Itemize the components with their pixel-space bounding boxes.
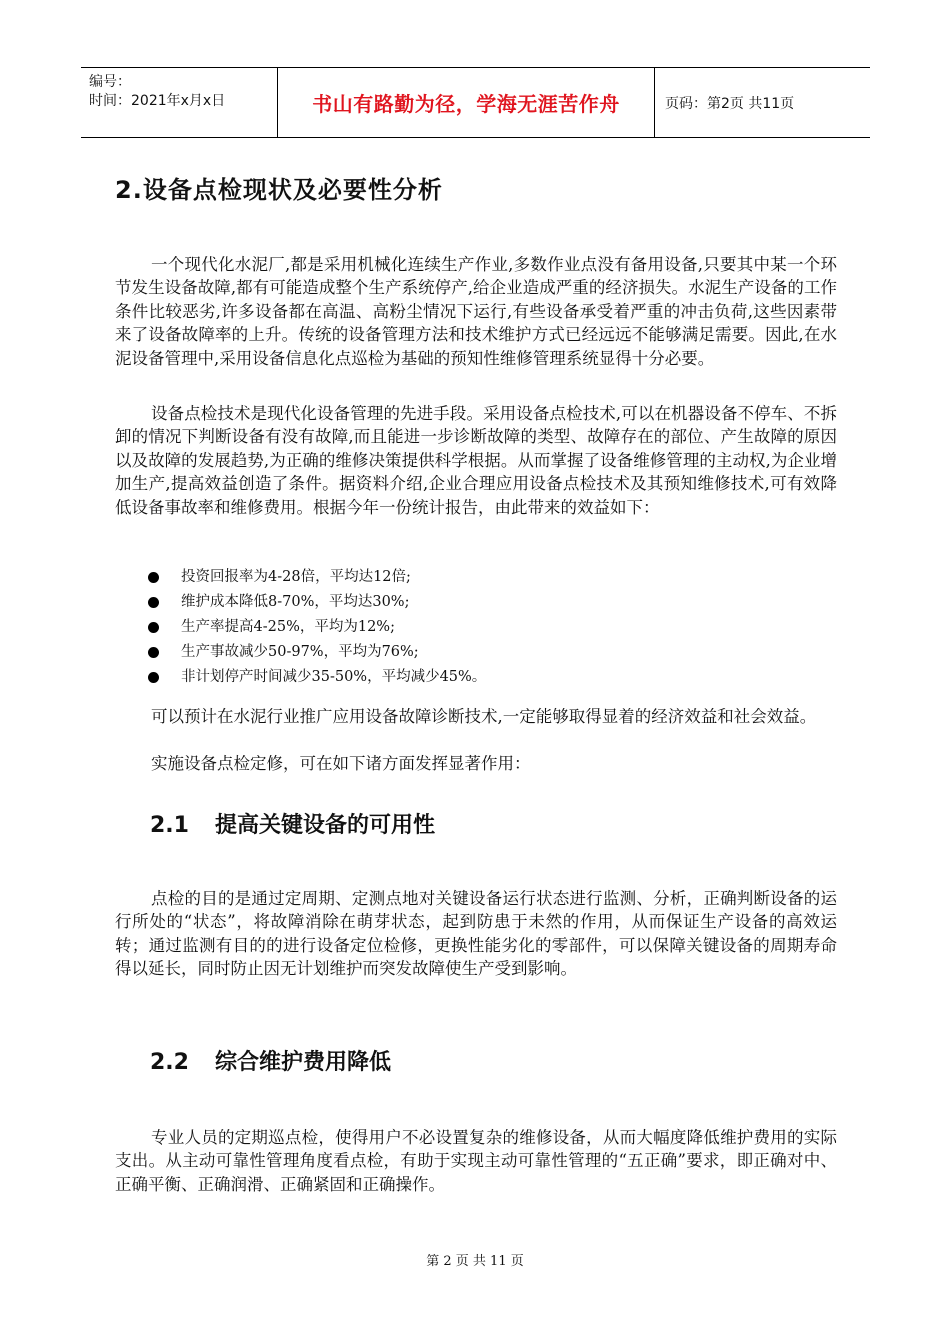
list-item: 维护成本降低8-70%，平均达30%; <box>148 590 486 615</box>
paragraph-2-1: 点检的目的是通过定周期、定测点地对关键设备运行状态进行监测、分析，正确判断设备的运行所处的“状态”，将故障消除在萌芽状态，起到防患于未然的作用，从而保证生产设备的高效运转；通过监测有目的的进行设备定位检修，更换性能劣化的零部件，可以保障关键设备的周期寿命得以延长，同时防止因无计划维护而突发故障使生产受到影响。 <box>115 889 837 979</box>
bullet-icon <box>148 672 159 683</box>
bullet-icon <box>148 572 159 583</box>
section-title: 2.设备点检现状及必要性分析 <box>115 176 443 204</box>
header-motto: 书山有路勤为径，学海无涯苦作舟 <box>278 68 655 137</box>
list-item: 投资回报率为4-28倍，平均达12倍; <box>148 565 486 590</box>
paragraph-1: 一个现代化水泥厂,都是采用机械化连续生产作业,多数作业点没有备用设备,只要其中某一个环节发生设备故障,都有可能造成整个生产系统停产,给企业造成严重的经济损失。水泥生产设备的工作条件比较恶劣,许多设备都在高温、高粉尘情况下运行,有些设备承受着严重的冲击负荷,这些因素带来了设备故障率的上升。传统的设备管理方法和技术维护方式已经远远不能够满足需要。因此,在水泥设备管理中,采用设备信息化点巡检为基础的预知性维修管理系统显得十分必要。 <box>115 255 837 368</box>
paragraph-4: 实施设备点检定修，可在如下诸方面发挥显著作用： <box>151 754 531 773</box>
subsection-title-2-1 <box>150 808 435 839</box>
list-item: 生产事故减少50-97%，平均为76%; <box>148 640 486 665</box>
paragraph-3: 可以预计在水泥行业推广应用设备故障诊断技术,一定能够取得显着的经济效益和社会效益。 <box>151 707 817 726</box>
bullet-icon <box>148 647 159 658</box>
subsection-heading: 提高关键设备的可用性 <box>215 813 436 838</box>
subsection-number: 2.1 <box>150 813 189 838</box>
subsection-title-2-2 <box>150 1045 391 1076</box>
header-meta <box>81 68 278 137</box>
page-header <box>81 67 870 138</box>
number-label: 编号： <box>89 74 131 90</box>
header-page-info: 页码：第2页 共11页 <box>665 95 795 112</box>
list-item: 非计划停产时间减少35-50%，平均减少45%。 <box>148 665 486 690</box>
benefit-list <box>148 565 486 690</box>
subsection-heading: 综合维护费用降低 <box>215 1050 392 1075</box>
bullet-icon <box>148 622 159 633</box>
subsection-number: 2.2 <box>150 1050 189 1075</box>
bullet-icon <box>148 597 159 608</box>
paragraph-2: 设备点检技术是现代化设备管理的先进手段。采用设备点检技术,可以在机器设备不停车、不拆卸的情况下判断设备有没有故障,而且能进一步诊断故障的类型、故障存在的部位、产生故障的原因以及故障的发展趋势,为正确的维修决策提供科学根据。从而掌握了设备维修管理的主动权,为企业增加生产,提高效益创造了条件。据资料介绍,企业合理应用设备点检技术及其预知维修技术,可有效降低设备事故率和维修费用。根据今年一份统计报告，由此带来的效益如下： <box>115 404 837 517</box>
paragraph-2-2: 专业人员的定期巡点检，使得用户不必设置复杂的维修设备，从而大幅度降低维护费用的实际支出。从主动可靠性管理角度看点检，有助于实现主动可靠性管理的“五正确”要求，即正确对中、正确平衡、正确润滑、正确紧固和正确操作。 <box>115 1128 837 1194</box>
time-label: 时间：2021年x月x日 <box>89 93 226 109</box>
list-item: 生产率提高4-25%，平均为12%; <box>148 615 486 640</box>
page-footer: 第 2 页 共 11 页 <box>426 1254 524 1269</box>
